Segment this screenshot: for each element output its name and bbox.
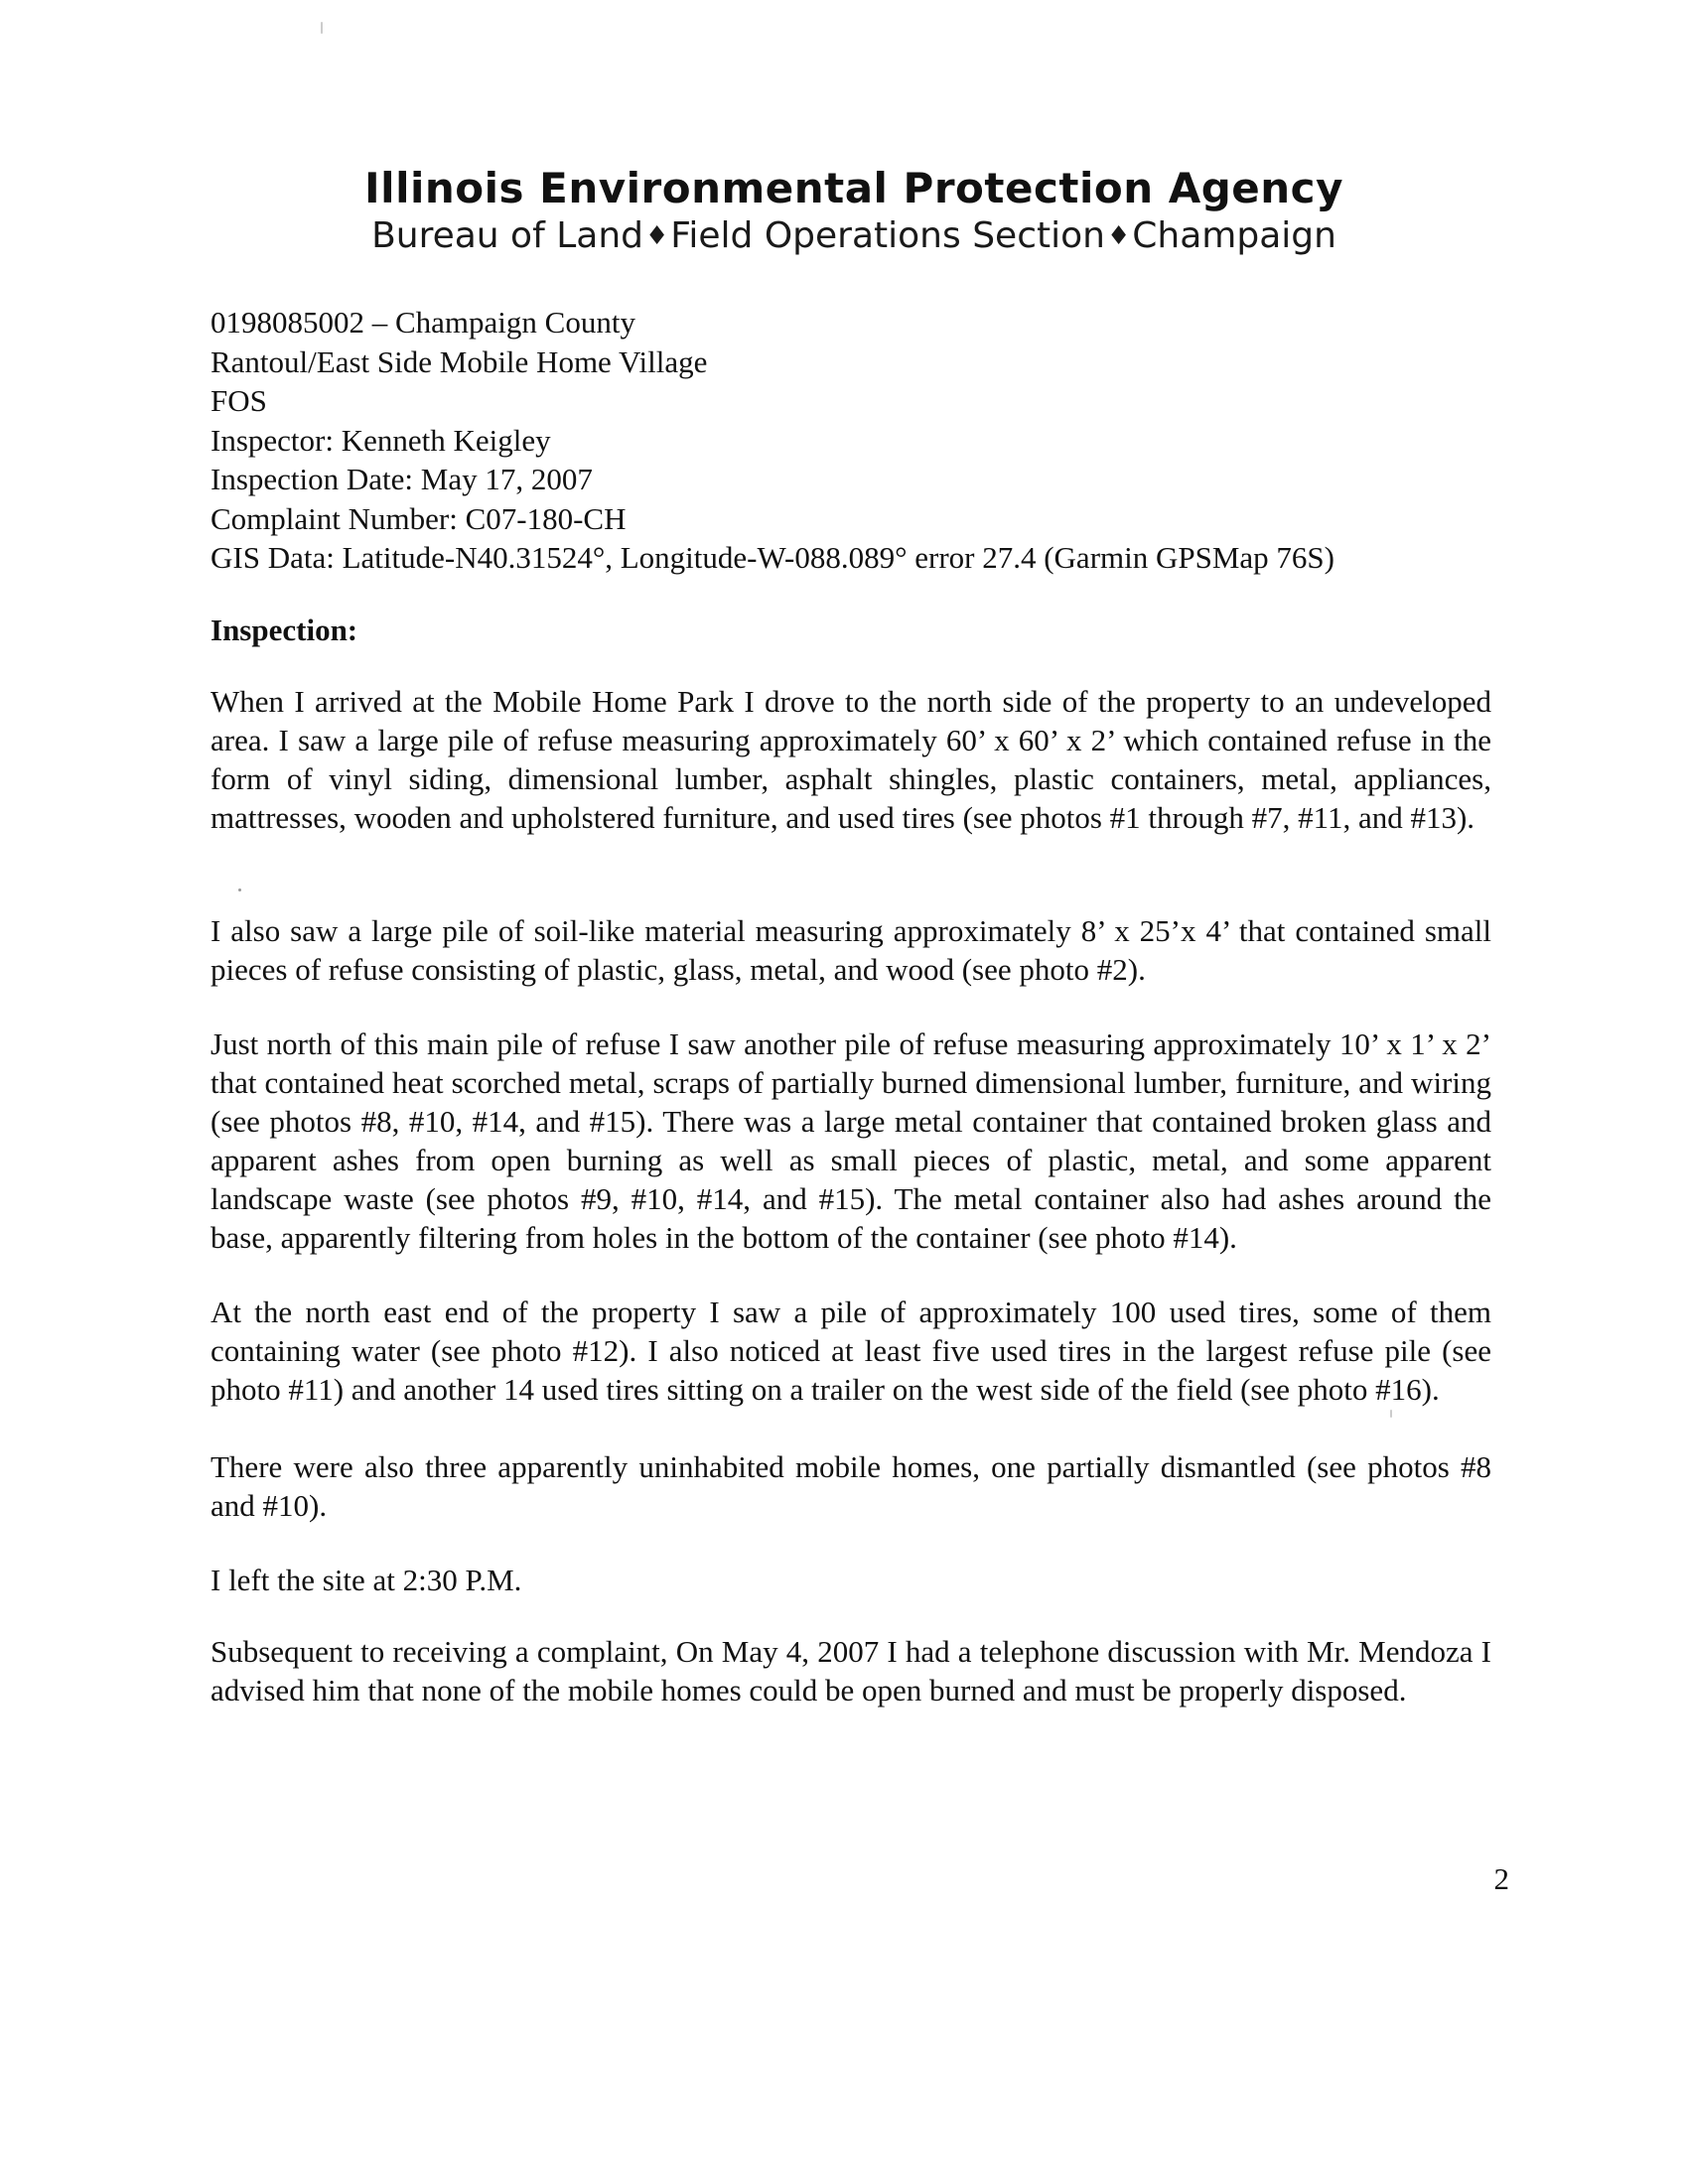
inspection-paragraph: Subsequent to receiving a complaint, On May 4, 2007 I had a telephone discussion with Mr. Mendoza I advised him that none of the mobile homes could be open burned and must be properly disposed. [210, 1634, 1491, 1707]
scan-speck [238, 888, 241, 891]
site-id-line: 0198085002 – Champaign County [210, 305, 635, 340]
diamond-separator-icon: ♦ [644, 221, 669, 251]
inspection-paragraph: There were also three apparently uninhabited mobile homes, one partially dismantled (see photos #8 and #10). [210, 1449, 1491, 1523]
section-name: Field Operations Section [670, 215, 1105, 256]
program-code: FOS [210, 383, 267, 418]
inspection-paragraph: I also saw a large pile of soil-like material measuring approximately 8’ x 25’x 4’ that contained small pieces of refuse consisting of plastic, glass, metal, and wood (see photo #2). [210, 913, 1491, 987]
diamond-separator-icon: ♦ [1106, 221, 1131, 251]
scan-speck [321, 22, 323, 34]
office-name: Champaign [1132, 215, 1336, 256]
inspection-metadata [210, 303, 1501, 578]
inspection-paragraph: At the north east end of the property I saw a pile of approximately 100 used tires, some of them containing water (see photo #12). I also noticed at least five used tires in the largest refuse pile (see photo #11) and another 14 used tires sitting on a trailer on the west side of the field (see photo #16). [210, 1295, 1491, 1407]
inspection-date-line: Inspection Date: May 17, 2007 [210, 462, 593, 496]
bureau-name: Bureau of Land [371, 215, 643, 256]
site-name: Rantoul/East Side Mobile Home Village [210, 343, 708, 379]
scan-speck [1390, 1410, 1392, 1418]
agency-title: Illinois Environmental Protection Agency [364, 164, 1343, 212]
inspector-line: Inspector: Kenneth Keigley [210, 422, 551, 458]
complaint-number-line: Complaint Number: C07-180-CH [210, 500, 627, 536]
page-number: 2 [1493, 1861, 1509, 1896]
inspection-paragraph: When I arrived at the Mobile Home Park I drove to the north side of the property to an undeveloped area. I saw a large pile of refuse measuring approximately 60’ x 60’ x 2’ which contained refuse in the form of vinyl siding, dimensional lumber, asphalt shingles, plastic containers, metal, appliances, mattresses, wooden and upholstered furniture, and used tires (see photos #1 through #7, #11, and #13). [210, 684, 1491, 835]
gis-data-line: GIS Data: Latitude-N40.31524°, Longitude-W-088.089° error 27.4 (Garmin GPSMap 76S) [210, 540, 1334, 575]
agency-subtitle [12, 215, 1684, 256]
inspection-heading: Inspection: [210, 613, 358, 647]
inspection-paragraph: I left the site at 2:30 P.M. [210, 1563, 522, 1597]
inspection-paragraph: Just north of this main pile of refuse I saw another pile of refuse measuring approximately 10’ x 1’ x 2’ that contained heat scorched metal, scraps of partially burned dimensional lumber, furniture, and wiring (see photos #8, #10, #14, and #15). There was a large metal container that contained broken glass and apparent ashes from open burning as well as small pieces of plastic, metal, and some apparent landscape waste (see photos #9, #10, #14, and #15). The metal container also had ashes around the base, apparently filtering from holes in the bottom of the container (see photo #14). [210, 1026, 1491, 1255]
